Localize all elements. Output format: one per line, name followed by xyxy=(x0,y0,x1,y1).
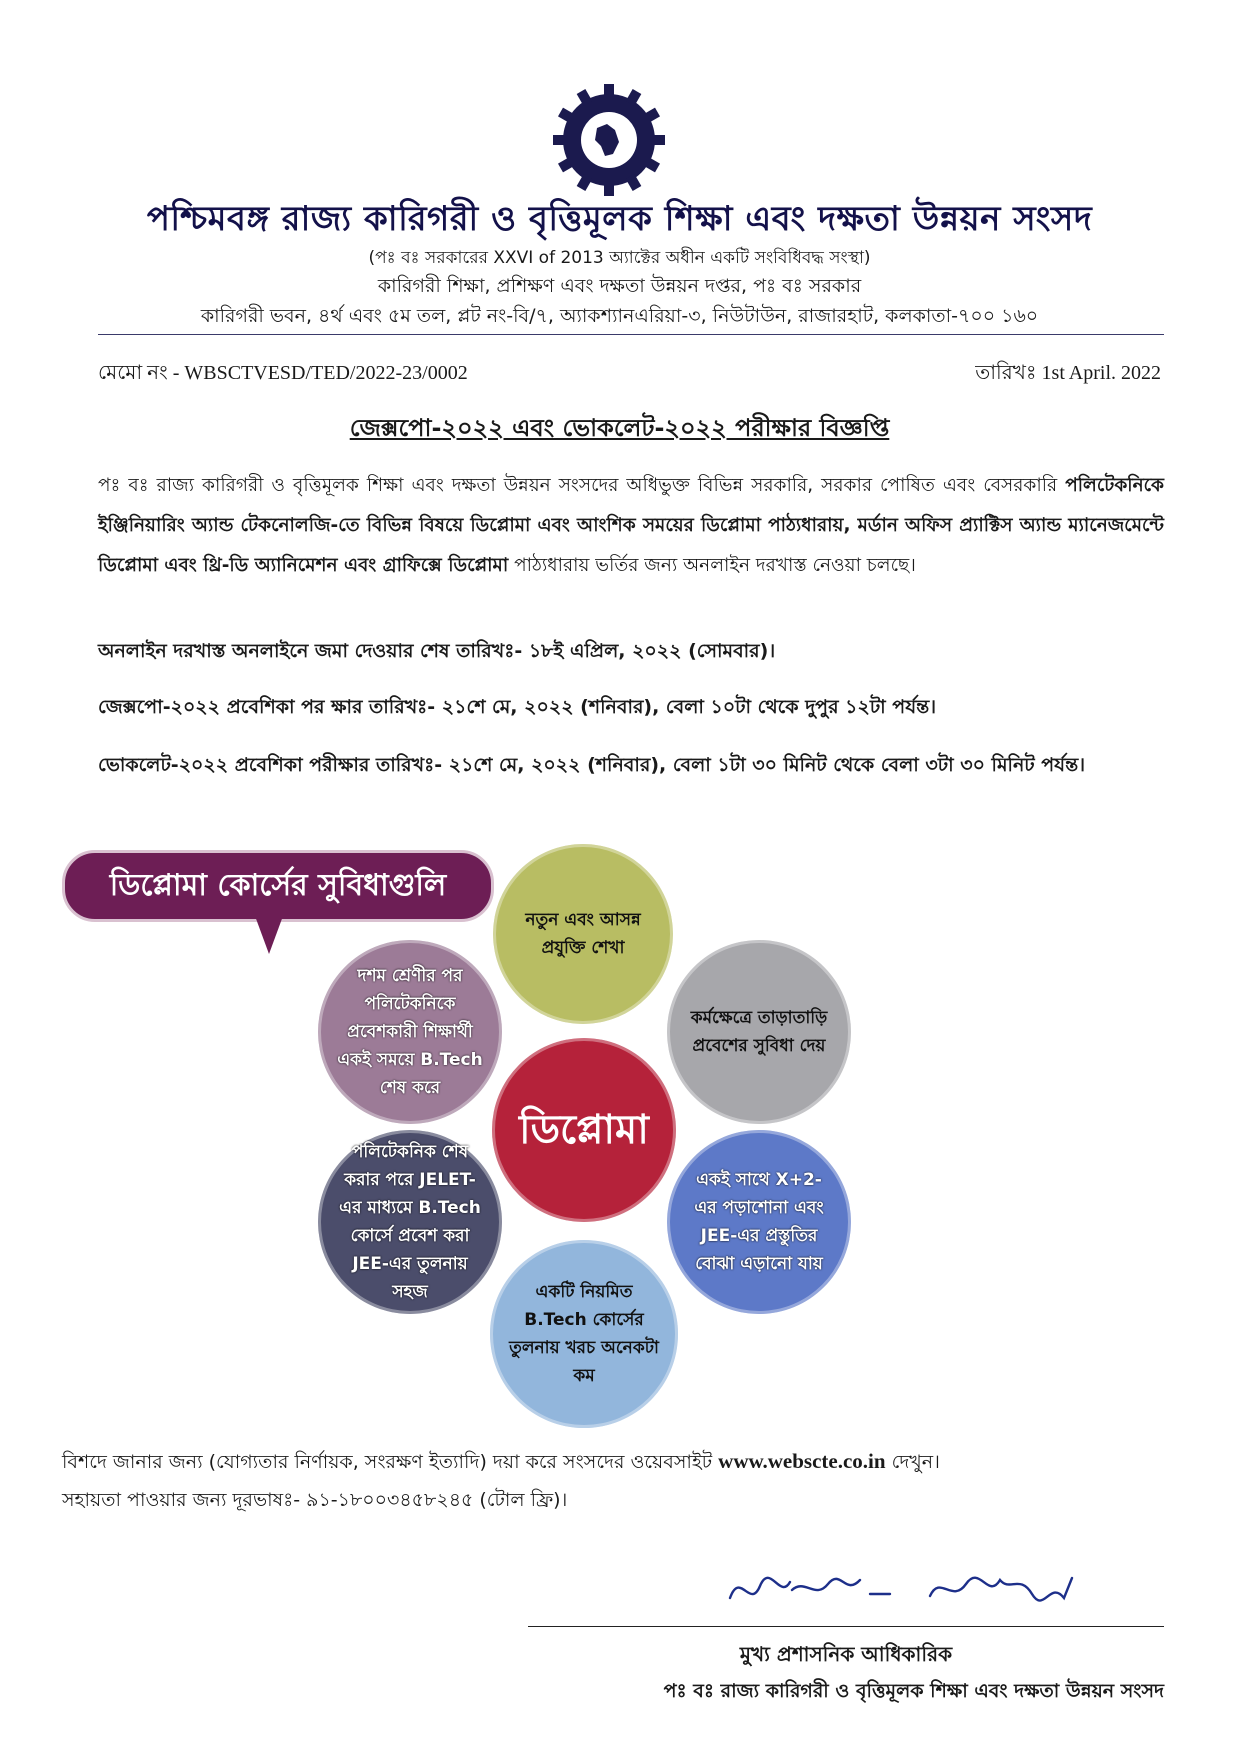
benefit-circle-top-right xyxy=(667,940,851,1124)
diploma-center-circle xyxy=(492,1038,676,1222)
benefit-circle-bottom-left xyxy=(318,1130,502,1314)
benefit-text-top-right: কর্মক্ষেত্রে তাড়াতাড়ি প্রবেশের সুবিধা দেয় xyxy=(690,1008,828,1056)
website-link[interactable]: www.webscte.co.in xyxy=(718,1449,886,1473)
address-line: কারিগরী ভবন, ৪র্থ এবং ৫ম তল, প্লট নং-বি/৭, অ্যাকশ্যানএরিয়া-৩, নিউটাউন, রাজারহাট, কলকাতা-৭০০ ১৬০ xyxy=(200,305,1039,327)
memo-number: মেমো নং - WBSCTVESD/TED/2022-23/0002 xyxy=(98,362,468,384)
department-line: কারিগরী শিক্ষা, প্রশিক্ষণ এবং দক্ষতা উন্নয়ন দপ্তর, পঃ বঃ সরকার xyxy=(377,275,862,297)
benefit-circle-top xyxy=(493,844,673,1024)
details-line xyxy=(62,1448,1172,1480)
organization-title: পশ্চিমবঙ্গ রাজ্য কারিগরী ও বৃত্তিমূলক শিক্ষা এবং দক্ষতা উন্নয়ন সংসদ xyxy=(146,199,1093,239)
gear-emblem-icon xyxy=(549,80,669,200)
header-divider xyxy=(98,334,1164,335)
handwritten-signature xyxy=(720,1560,1140,1620)
voclet-date-line: ভোকলেট-২০২২ প্রবেশিকা পরীক্ষার তারিখঃ- ২১শে মে, ২০২২ (শনিবার), বেলা ১টা ৩০ মিনিট থেকে বেলা ৩টা ৩০ মিনিট পর্যন্ত। xyxy=(98,754,1086,776)
paragraph-part-1: পঃ বঃ রাজ্য কারিগরী ও বৃত্তিমূলক শিক্ষা এবং দক্ষতা উন্নয়ন সংসদের অধিভুক্ত বিভিন্ন সরকারি, সরকার পোষিত এবং বেসরকারি xyxy=(98,475,1066,496)
notice-paragraph xyxy=(98,466,1164,586)
paragraph-part-2: পলিটেকনিকে ইঞ্জিনিয়ারিং অ্যান্ড টেকনোলজি-তে বিভিন্ন বিষয়ে ডিপ্লোমা এবং আংশিক সময়ের ডিপ্লোমা পাঠ্যধারায়, মর্ডান অফিস প্র্যাক্টিস অ্যান্ড ম্যানেজমেন্টে ডিপ্লোমা এবং থ্রি-ডি অ্যানিমেশন এবং গ্রাফিক্সে ডিপ্লোমা xyxy=(98,475,1164,576)
benefit-text-top-left: দশম শ্রেণীর পর পলিটেকনিকে প্রবেশকারী শিক্ষার্থী একই সময়ে B.Tech শেষ করে xyxy=(337,966,483,1098)
benefits-heading-bubble: ডিপ্লোমা কোর্সের সুবিধাগুলি xyxy=(62,850,494,922)
jexpo-date-line: জেক্সপো-২০২২ প্রবেশিকা পর ক্ষার তারিখঃ- ২১শে মে, ২০২২ (শনিবার), বেলা ১০টা থেকে দুপুর ১২টা পর্যন্ত। xyxy=(98,696,937,718)
bubble-tail xyxy=(255,916,283,954)
notice-date: তারিখঃ 1st April. 2022 xyxy=(975,362,1161,384)
diploma-center-text: ডিপ্লোমা xyxy=(519,1107,649,1153)
details-suffix: দেখুন। xyxy=(885,1451,940,1473)
benefit-circle-bottom xyxy=(490,1240,678,1428)
statutory-line: (পঃ বঃ সরকারের XXVI of 2013 অ্যাক্টের অধীন একটি সংবিধিবদ্ধ সংস্থা) xyxy=(368,248,871,268)
helpline-line: সহায়তা পাওয়ার জন্য দূরভাষঃ- ৯১-১৮০০৩৪৫৮২৪৫ (টোল ফ্রি)। xyxy=(62,1489,568,1511)
signatory-organization: পঃ বঃ রাজ্য কারিগরী ও বৃত্তিমূলক শিক্ষা এবং দক্ষতা উন্নয়ন সংসদ xyxy=(663,1680,1164,1702)
benefit-circle-bottom-right xyxy=(667,1130,851,1314)
signatory-designation: মুখ্য প্রশাসনিক আধিকারিক xyxy=(739,1642,953,1666)
diploma-benefits-infographic xyxy=(0,830,1239,1430)
council-logo xyxy=(549,80,669,200)
last-date-line: অনলাইন দরখাস্ত অনলাইনে জমা দেওয়ার শেষ তারিখঃ- ১৮ই এপ্রিল, ২০২২ (সোমবার)। xyxy=(98,640,776,662)
benefit-text-bottom-right: একই সাথে X+2-এর পড়াশোনা এবং JEE-এর প্রস্তুতির বোঝা এড়ানো যায় xyxy=(694,1170,824,1274)
details-prefix: বিশদে জানার জন্য (যোগ্যতার নির্ণায়ক, সংরক্ষণ ইত্যাদি) দয়া করে সংসদের ওয়েবসাইট xyxy=(62,1451,719,1473)
benefit-text-top: নতুন এবং আসন্ন প্রযুক্তি শেখা xyxy=(525,910,641,958)
benefit-text-bottom: একটি নিয়মিত B.Tech কোর্সের তুলনায় খরচ অনেকটা কম xyxy=(509,1282,659,1386)
benefit-text-bottom-left: পলিটেকনিক শেষ করার পরে JELET-এর মাধ্যমে B.Tech কোর্সে প্রবেশ করা JEE-এর তুলনায় সহজ xyxy=(339,1142,481,1302)
notice-title: জেক্সপো-২০২২ এবং ভোকলেট-২০২২ পরীক্ষার বিজ্ঞপ্তি xyxy=(349,414,890,442)
benefit-circle-top-left xyxy=(318,940,502,1124)
paragraph-part-3: পাঠ্যধারায় ভর্তির জন্য অনলাইন দরখাস্ত নেওয়া চলছে। xyxy=(508,555,916,576)
signature-line xyxy=(528,1626,1164,1627)
